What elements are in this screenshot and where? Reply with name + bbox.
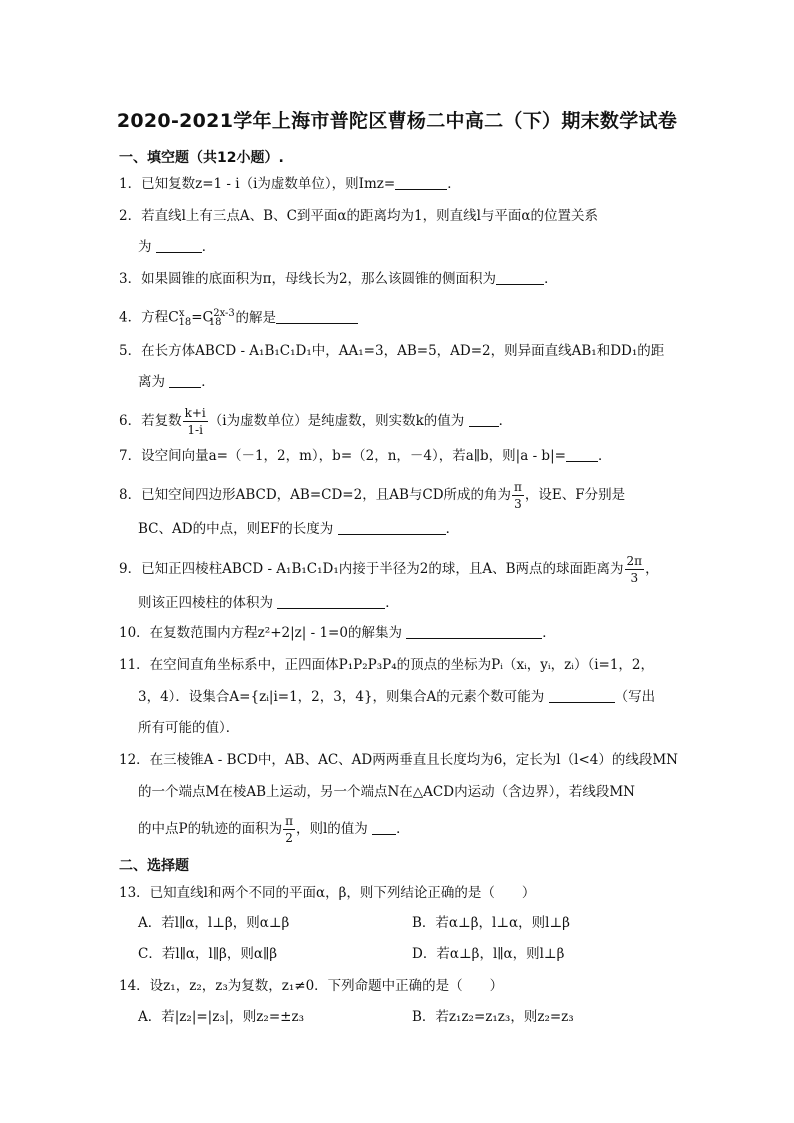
question-13-option-c: C．若l∥α，l∥β，则α∥β bbox=[138, 946, 278, 962]
answer-blank bbox=[276, 309, 358, 324]
question-2-line-2 bbox=[138, 237, 215, 257]
combination-2 bbox=[202, 304, 235, 333]
answer-blank bbox=[496, 270, 544, 285]
fraction-2pi-over-3 bbox=[625, 555, 645, 584]
question-6-end: ． bbox=[498, 413, 513, 429]
answer-blank bbox=[549, 688, 615, 703]
equals-sign: = bbox=[191, 309, 203, 326]
question-12-line-3 bbox=[138, 815, 410, 844]
question-12-end: ． bbox=[396, 821, 410, 837]
combination-1-sup: x bbox=[178, 308, 185, 319]
fraction-pi-over-3 bbox=[512, 481, 524, 510]
question-3-text: 3．如果圆锥的底面积为π，母线长为2，那么该圆锥的侧面积为 bbox=[119, 271, 497, 287]
question-6 bbox=[119, 407, 512, 436]
question-6-suffix: （i为虚数单位）是纯虚数，则实数k的值为 bbox=[208, 413, 465, 429]
combination-symbol: C bbox=[168, 309, 179, 326]
fraction-k-plus-i-over-1-minus-i bbox=[183, 407, 208, 436]
question-7-end: ． bbox=[597, 448, 612, 464]
question-13-option-d: D．若α⊥β，l∥α，则l⊥β bbox=[412, 946, 565, 962]
answer-blank bbox=[338, 520, 446, 535]
question-1-text: 1．已知复数z=1 - i（i为虚数单位），则Imz= bbox=[119, 176, 396, 192]
fraction-denominator: 2 bbox=[285, 831, 293, 845]
combination-1-sub: 18 bbox=[178, 317, 192, 329]
question-8-text: BC、AD的中点，则EF的长度为 bbox=[138, 521, 334, 537]
section-fill-blank-heading: 一、填空题（共12小题）. bbox=[119, 150, 284, 166]
question-8-line-2 bbox=[138, 519, 459, 539]
question-9-end: ． bbox=[385, 595, 399, 611]
question-14-option-b: B．若z₁z₂=z₁z₃，则z₂=z₃ bbox=[412, 1009, 574, 1025]
question-9-suffix: ， bbox=[645, 561, 659, 577]
question-13: 13．已知直线l和两个不同的平面α，β，则下列结论正确的是（ ） bbox=[119, 885, 536, 901]
question-9-line-2 bbox=[138, 593, 399, 613]
question-5-end: ． bbox=[201, 374, 215, 390]
fraction-numerator: π bbox=[285, 814, 293, 828]
question-10 bbox=[119, 623, 556, 643]
question-9-line-1 bbox=[119, 555, 659, 584]
question-12-prefix: 的中点P的轨迹的面积为 bbox=[138, 821, 283, 837]
question-5-line-2 bbox=[138, 372, 215, 392]
question-9-text: 则该正四棱柱的体积为 bbox=[138, 595, 273, 611]
section-choice-heading: 二、选择题 bbox=[119, 858, 189, 874]
answer-blank bbox=[372, 820, 396, 835]
fraction-denominator: 3 bbox=[630, 571, 639, 585]
question-3 bbox=[119, 269, 558, 289]
question-5-text: 离为 bbox=[138, 374, 165, 390]
question-12-line-1: 12．在三棱锥A - BCD中，AB、AC、AD两两垂直且长度均为6，定长为l（l<4）的线段MN bbox=[119, 752, 678, 768]
page-title: 2020-2021学年上海市普陀区曹杨二中高二（下）期末数学试卷 bbox=[116, 110, 678, 132]
question-1 bbox=[119, 174, 461, 194]
combination-2-sub: 18 bbox=[208, 317, 222, 329]
answer-blank bbox=[277, 594, 385, 609]
question-8-line-1 bbox=[119, 481, 625, 510]
question-2-text: 为 bbox=[138, 239, 152, 255]
question-7 bbox=[119, 446, 611, 466]
question-11-text: 3，4）．设集合A={zᵢ|i=1，2，3，4}，则集合A的元素个数可能为 bbox=[138, 689, 545, 705]
question-2-line-1: 2．若直线l上有三点A、B、C到平面α的距离均为1，则直线l与平面α的位置关系 bbox=[119, 208, 599, 224]
fraction-pi-over-2 bbox=[283, 815, 295, 844]
answer-blank bbox=[406, 624, 542, 639]
answer-blank bbox=[469, 412, 499, 427]
question-3-end: ． bbox=[544, 271, 558, 287]
question-8-prefix: 8．已知空间四边形ABCD，AB=CD=2，且AB与CD所成的角为 bbox=[119, 487, 512, 503]
answer-blank bbox=[156, 238, 202, 253]
question-4-prefix: 4．方程 bbox=[119, 309, 169, 326]
question-11-line-3: 所有可能的值）． bbox=[138, 720, 240, 736]
question-8-end: ． bbox=[445, 521, 460, 537]
question-6-prefix: 6．若复数 bbox=[119, 413, 182, 429]
question-12-suffix: ，则l的值为 bbox=[295, 821, 368, 837]
question-2-end: ． bbox=[201, 239, 216, 255]
fraction-denominator: 3 bbox=[514, 497, 522, 511]
question-14-option-a: A．若|z₂|=|z₃|，则z₂=±z₃ bbox=[138, 1009, 304, 1025]
question-11-suffix: （写出 bbox=[614, 689, 656, 705]
question-8-suffix: ，设E、F分别是 bbox=[524, 487, 626, 503]
question-10-text: 10．在复数范围内方程z²+2|z| - 1=0的解集为 bbox=[119, 625, 402, 641]
fraction-numerator: π bbox=[514, 480, 522, 494]
question-14: 14．设z₁，z₂，z₃为复数，z₁≠0．下列命题中正确的是（ ） bbox=[119, 978, 504, 994]
answer-blank bbox=[395, 175, 447, 190]
question-13-option-a: A．若l∥α，l⊥β，则α⊥β bbox=[138, 915, 290, 931]
combination-1 bbox=[168, 304, 191, 333]
question-7-text: 7．设空间向量a=（－1，2，m），b=（2，n，－4），若a∥b，则|a - b|= bbox=[119, 448, 566, 464]
question-10-end: ． bbox=[542, 625, 556, 641]
question-12-line-2: 的一个端点M在棱AB上运动，另一个端点N在△ACD内运动（含边界），若线段MN bbox=[138, 784, 635, 800]
fraction-numerator: k+i bbox=[184, 406, 206, 420]
question-4-suffix: 的解是 bbox=[235, 309, 277, 326]
question-1-end: ． bbox=[447, 176, 461, 192]
fraction-denominator: 1-i bbox=[187, 423, 203, 437]
question-5-line-1: 5．在长方体ABCD - A₁B₁C₁D₁中，AA₁=3，AB=5，AD=2，则异面直线AB₁和DD₁的距 bbox=[119, 343, 665, 359]
fraction-numerator: 2π bbox=[626, 554, 643, 568]
question-11-line-2 bbox=[138, 687, 655, 707]
question-4 bbox=[119, 304, 358, 333]
question-9-prefix: 9．已知正四棱柱ABCD - A₁B₁C₁D₁内接于半径为2的球，且A、B两点的球面距离为 bbox=[119, 561, 624, 577]
combination-2-sup: 2x-3 bbox=[213, 308, 235, 319]
answer-blank bbox=[566, 447, 598, 462]
combination-symbol: C bbox=[202, 309, 214, 326]
question-11-line-1: 11．在空间直角坐标系中，正四面体P₁P₂P₃P₄的顶点的坐标为Pᵢ（xᵢ，yᵢ，zᵢ）（i=1，2， bbox=[119, 657, 655, 673]
question-13-option-b: B．若α⊥β，l⊥α，则l⊥β bbox=[412, 915, 570, 931]
answer-blank bbox=[169, 373, 201, 388]
